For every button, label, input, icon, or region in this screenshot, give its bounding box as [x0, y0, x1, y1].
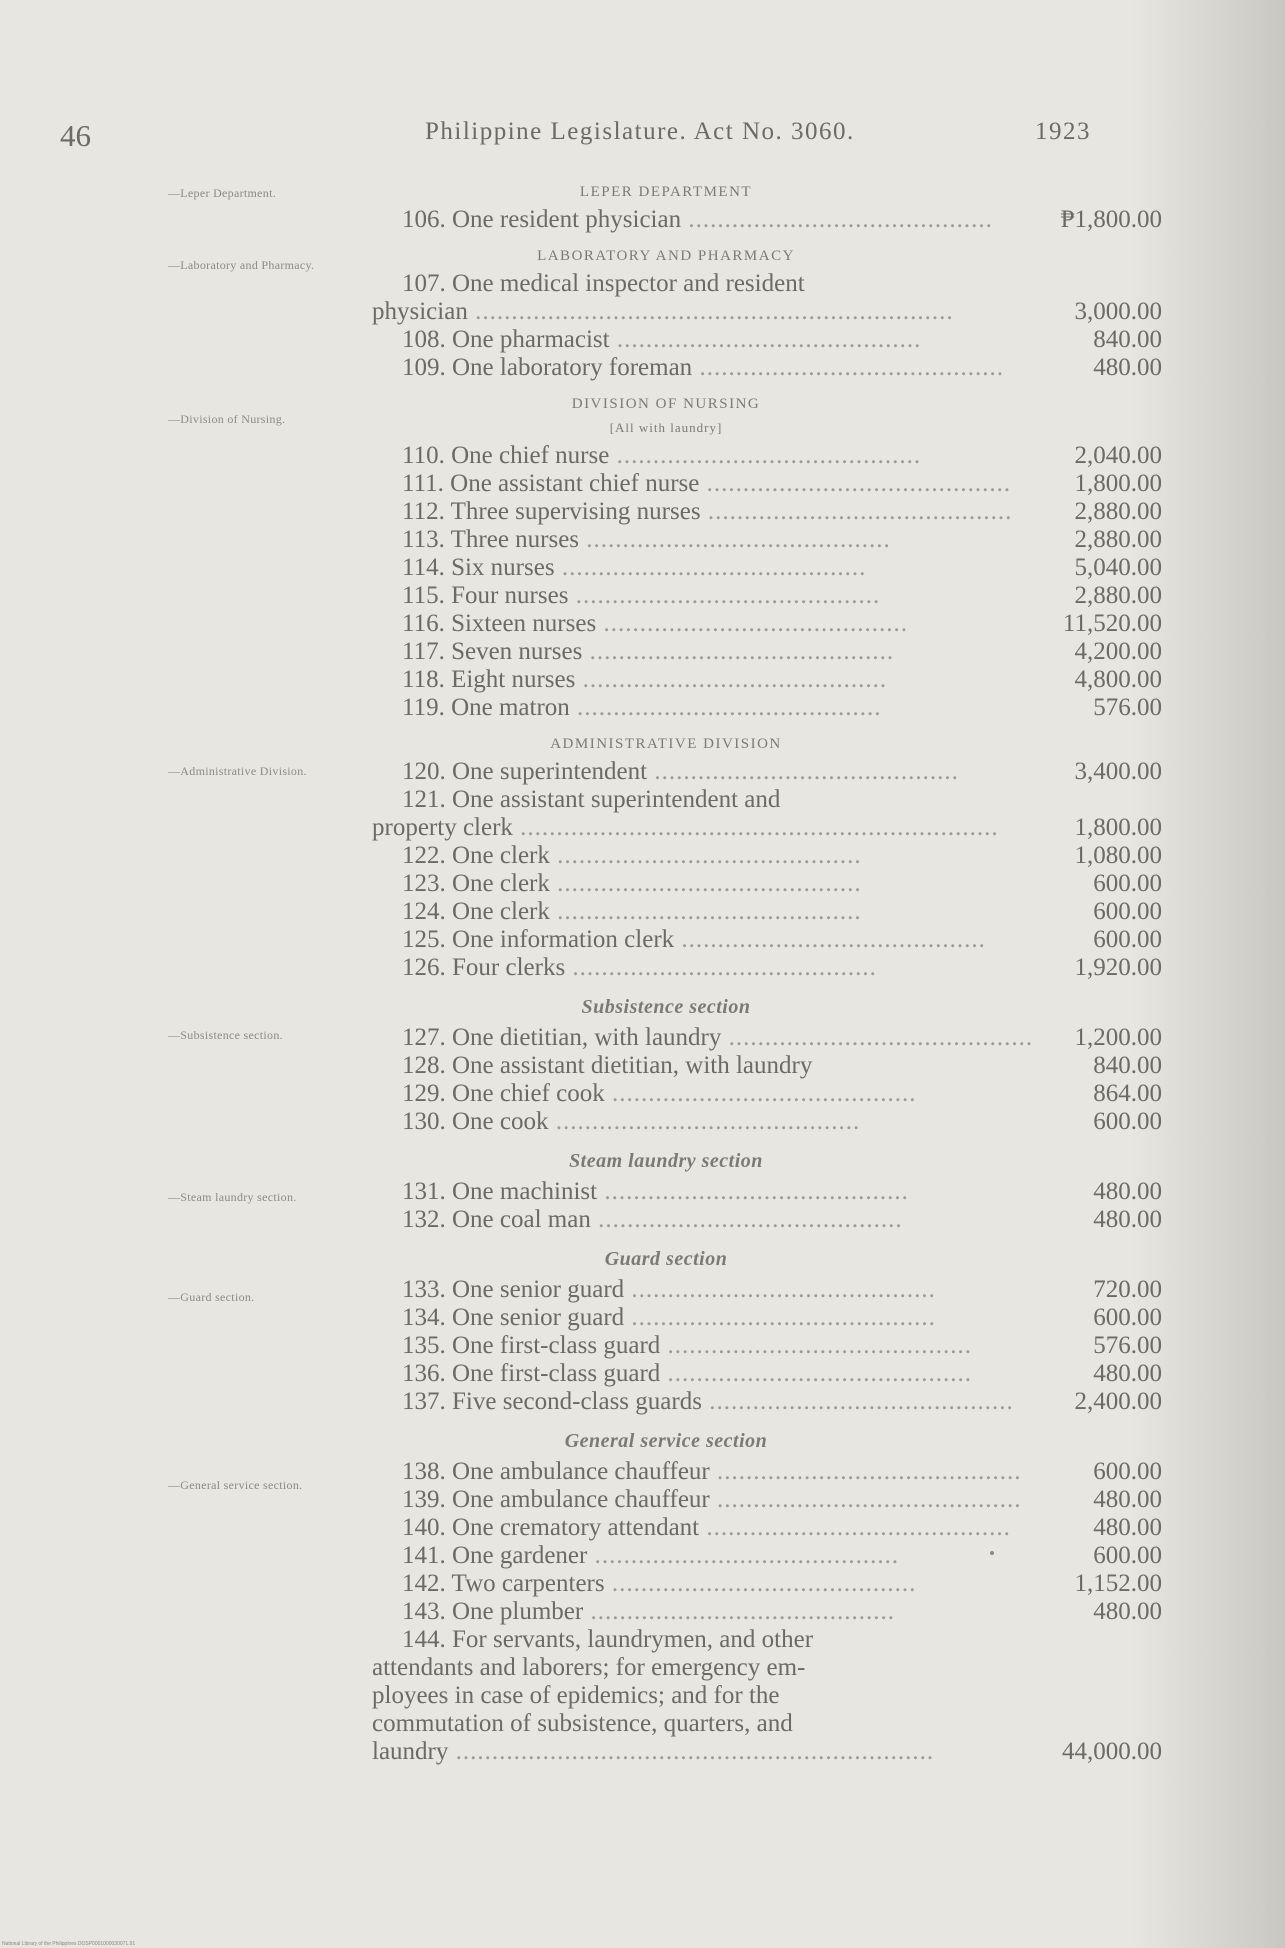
list-item: 140. One crematory attendant .......................................... 480.00: [402, 1514, 1162, 1541]
list-item: 128. One assistant dietitian, with laundry 840.00: [402, 1052, 1162, 1079]
list-item: attendants and laborers; for emergency em-: [372, 1654, 806, 1681]
list-item: 110. One chief nurse .......................................... 2,040.00: [402, 442, 1162, 469]
list-item: 135. One first-class guard .......................................... 576.00: [402, 1332, 1162, 1359]
list-item: 112. Three supervising nurses .......................................... 2,880.00: [402, 498, 1162, 525]
running-head: [425, 118, 1091, 146]
list-item: 136. One first-class guard .......................................... 480.00: [402, 1360, 1162, 1387]
margin-note-subsistence: —Subsistence section.: [168, 1028, 283, 1042]
list-item: 133. One senior guard .......................................... 720.00: [402, 1276, 1162, 1303]
list-item: 111. One assistant chief nurse .......................................... 1,800.00: [402, 470, 1162, 497]
list-item: 137. Five second-class guards .......................................... 2,400.00: [402, 1388, 1162, 1415]
heading-laundry: Steam laundry section: [569, 1150, 763, 1172]
list-item: 125. One information clerk .......................................... 600.00: [402, 926, 1162, 953]
heading-guard: Guard section: [604, 1248, 728, 1270]
list-item: 116. Sixteen nurses .......................................... 11,520.00: [402, 610, 1162, 637]
stray-mark: [990, 1551, 994, 1555]
heading-lab: LABORATORY AND PHARMACY: [537, 248, 795, 264]
list-item: ployees in case of epidemics; and for the: [372, 1682, 780, 1709]
margin-note-nursing: —Division of Nursing.: [168, 412, 286, 426]
list-item: 129. One chief cook .......................................... 864.00: [402, 1080, 1162, 1107]
heading-nursing: DIVISION OF NURSING: [571, 396, 761, 412]
list-item: 139. One ambulance chauffeur .......................................... 480.00: [402, 1486, 1162, 1513]
margin-note-guard: —Guard section.: [168, 1290, 255, 1304]
list-item: 113. Three nurses .......................................... 2,880.00: [402, 526, 1162, 553]
heading-admin: ADMINISTRATIVE DIVISION: [550, 736, 782, 752]
list-item: 118. Eight nurses .......................................... 4,800.00: [402, 666, 1162, 693]
list-item: property clerk .................................................................. 1,800.00: [372, 814, 1162, 841]
list-item: 130. One cook .......................................... 600.00: [402, 1108, 1162, 1135]
margin-note-general: —General service section.: [168, 1478, 303, 1492]
list-item: 117. Seven nurses .......................................... 4,200.00: [402, 638, 1162, 665]
margin-note-laundry: —Steam laundry section.: [168, 1190, 297, 1204]
running-head-year: 1923: [1035, 118, 1091, 145]
list-item: 119. One matron .......................................... 576.00: [402, 694, 1162, 721]
list-item: 108. One pharmacist .......................................... 840.00: [402, 326, 1162, 353]
list-item: 124. One clerk .......................................... 600.00: [402, 898, 1162, 925]
margin-note-lab: —Laboratory and Pharmacy.: [168, 258, 315, 272]
appropriation-list: [372, 178, 1162, 1766]
margin-note-leper: —Leper Department.: [168, 186, 277, 200]
list-item: 131. One machinist .......................................... 480.00: [402, 1178, 1162, 1205]
heading-leper: LEPER DEPARTMENT: [579, 184, 753, 200]
list-item: 134. One senior guard .......................................... 600.00: [402, 1304, 1162, 1331]
list-item: 121. One assistant superintendent and: [402, 786, 781, 813]
list-item: 132. One coal man .......................................... 480.00: [402, 1206, 1162, 1233]
heading-general: General service section: [564, 1430, 768, 1452]
list-item: 109. One laboratory foreman .......................................... 480.00: [402, 354, 1162, 381]
list-item: physician .................................................................. 3,000.00: [372, 298, 1162, 325]
list-item: 144. For servants, laundrymen, and other: [402, 1626, 814, 1653]
list-item: 141. One gardener .......................................... 600.00: [402, 1542, 1162, 1569]
page-number: 46: [60, 118, 91, 153]
list-item: commutation of subsistence, quarters, and: [372, 1710, 793, 1737]
heading-nursing-note: [All with laundry]: [609, 420, 723, 435]
list-item: 106. One resident physician .......................................... ₱1,800.00: [402, 206, 1162, 233]
list-item: 126. Four clerks .......................................... 1,920.00: [402, 954, 1162, 981]
list-item: 115. Four nurses .......................................... 2,880.00: [402, 582, 1162, 609]
list-item: 143. One plumber .......................................... 480.00: [402, 1598, 1162, 1625]
list-item: 142. Two carpenters .......................................... 1,152.00: [402, 1570, 1162, 1597]
list-item: 138. One ambulance chauffeur .......................................... 600.00: [402, 1458, 1162, 1485]
list-item: laundry .................................................................. 44,000.00: [372, 1738, 1162, 1765]
running-head-title: Philippine Legislature. Act No. 3060.: [425, 118, 855, 145]
list-item: 120. One superintendent .......................................... 3,400.00: [402, 758, 1162, 785]
list-item: 127. One dietitian, with laundry .......................................... 1,200.00: [402, 1024, 1162, 1051]
margin-note-admin: —Administrative Division.: [168, 764, 307, 778]
list-item: 107. One medical inspector and resident: [402, 270, 805, 297]
heading-subsistence: Subsistence section: [581, 996, 751, 1018]
list-item: 123. One clerk .......................................... 600.00: [402, 870, 1162, 897]
scan-footer: National Library of the Philippines DOSP0001000030071.91: [2, 1941, 136, 1947]
list-item: 114. Six nurses .......................................... 5,040.00: [402, 554, 1162, 581]
list-item: 122. One clerk .......................................... 1,080.00: [402, 842, 1162, 869]
